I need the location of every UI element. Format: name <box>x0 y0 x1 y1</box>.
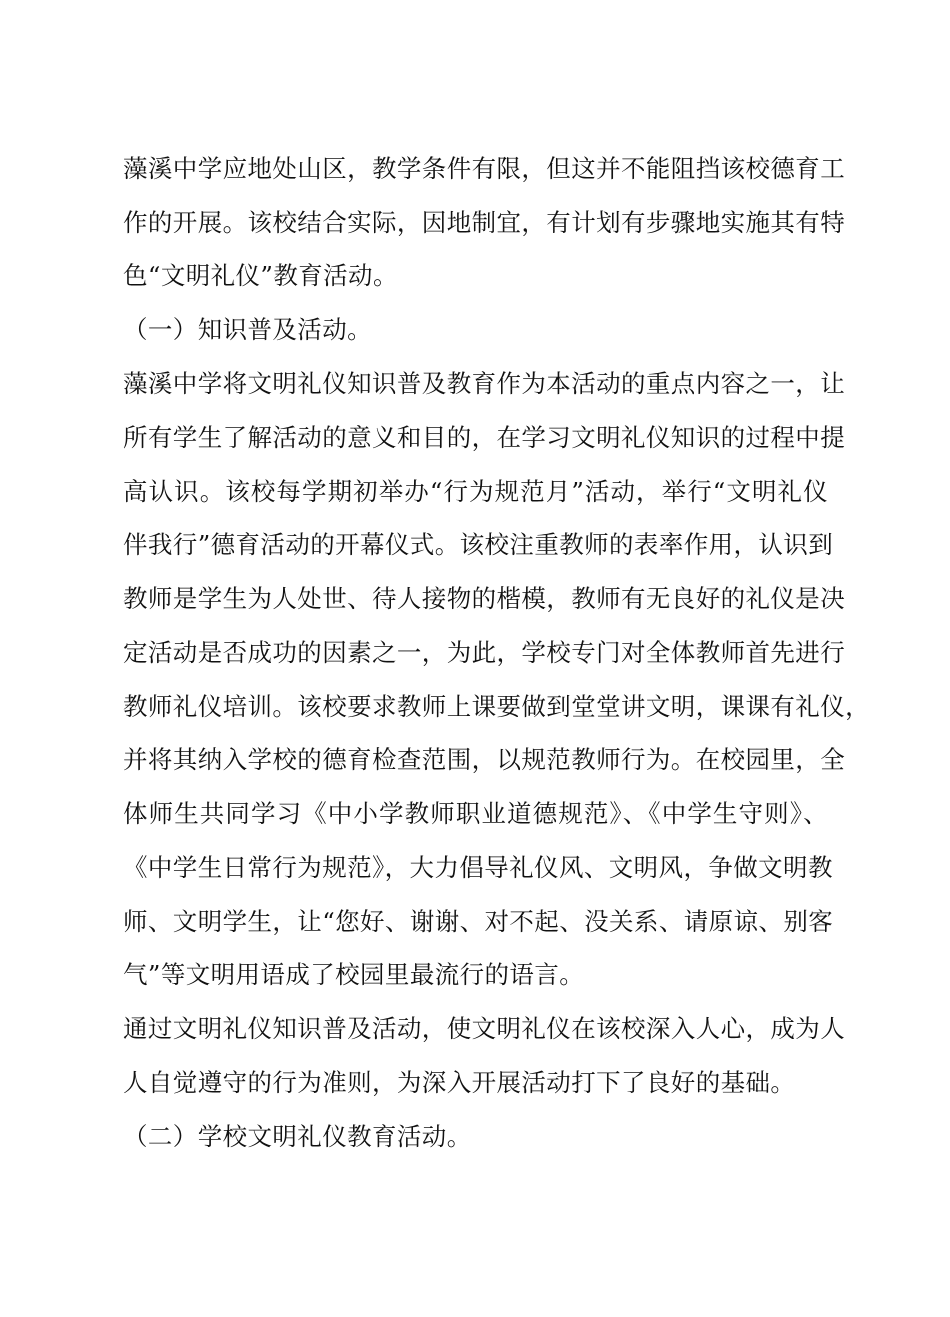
text-line: 定活动是否成功的因素之一，为此，学校专门对全体教师首先进行 <box>123 638 846 667</box>
text-line: 体师生共同学习《中小学教师职业道德规范》、《中学生守则》、 <box>123 799 828 828</box>
text-line: 教师礼仪培训。该校要求教师上课要做到堂堂讲文明，课课有礼仪， <box>123 692 870 721</box>
text-line: 作的开展。该校结合实际，因地制宜，有计划有步骤地实施其有特 <box>123 208 846 237</box>
text-line: 气”等文明用语成了校园里最流行的语言。 <box>123 960 585 989</box>
text-line: 师、文明学生，让“您好、谢谢、对不起、没关系、请原谅、别客 <box>123 907 834 936</box>
text-line: 教师是学生为人处世、待人接物的楷模，教师有无良好的礼仪是决 <box>123 584 846 613</box>
text-line: 色“文明礼仪”教育活动。 <box>123 261 398 290</box>
section-heading: （二）学校文明礼仪教育活动。 <box>123 1122 472 1151</box>
text-line: 藻溪中学将文明礼仪知识普及教育作为本活动的重点内容之一，让 <box>123 369 846 398</box>
section-heading: （一）知识普及活动。 <box>123 315 372 344</box>
text-line: 伴我行”德育活动的开幕仪式。该校注重教师的表率作用，认识到 <box>123 530 834 559</box>
text-line: 人自觉遵守的行为准则，为深入开展活动打下了良好的基础。 <box>123 1068 796 1097</box>
text-line: 所有学生了解活动的意义和目的，在学习文明礼仪知识的过程中提 <box>123 423 846 452</box>
text-line: 《中学生日常行为规范》，大力倡导礼仪风、文明风，争做文明教 <box>123 853 833 882</box>
text-line: 高认识。该校每学期初举办“行为规范月”活动，举行“文明礼仪 <box>123 477 828 506</box>
text-line: 通过文明礼仪知识普及活动，使文明礼仪在该校深入人心，成为人 <box>123 1014 846 1043</box>
text-line: 并将其纳入学校的德育检查范围，以规范教师行为。在校园里，全 <box>123 745 846 774</box>
text-line: 藻溪中学应地处山区，教学条件有限，但这并不能阻挡该校德育工 <box>123 154 846 183</box>
